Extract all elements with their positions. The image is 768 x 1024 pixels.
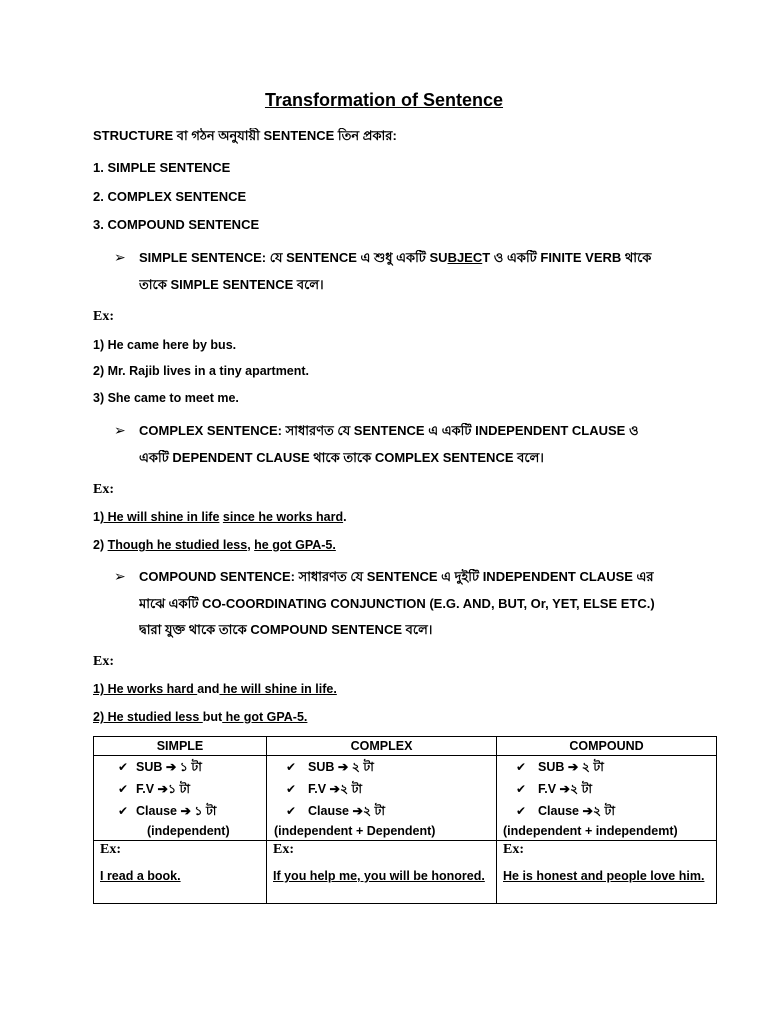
example-label: Ex: <box>273 842 294 857</box>
arrow-bullet-icon: ➢ <box>114 569 126 585</box>
checkmark-icon: ✔ <box>286 760 297 774</box>
clause-type: (independent) <box>147 824 230 838</box>
complex-definition-line-1: COMPLEX SENTENCE: সাধারণত যে SENTENCE এ একটি INDEPENDENT CLAUSE ও <box>139 423 639 438</box>
checkmark-icon: ✔ <box>516 760 527 774</box>
example-underlined-text: he will shine in life. <box>219 682 337 696</box>
list-item-text: Clause ➔ ১ টা <box>136 804 217 818</box>
table-example-sentence: He is honest and people love him. <box>503 869 705 883</box>
complex-definition-line-2: একটি DEPENDENT CLAUSE থাকে তাকে COMPLEX SENTENCE বলে। <box>139 450 544 465</box>
compound-definition-line-3: দ্বারা যুক্ত থাকে তাকে COMPOUND SENTENCE বলে। <box>139 622 433 637</box>
column-header-complex: COMPLEX <box>267 737 497 756</box>
list-item-text: Clause ➔২ টা <box>308 804 385 818</box>
table-cell-compound-example <box>497 841 717 904</box>
example-underlined-text: 1) He works hard <box>93 682 198 696</box>
example-label: Ex: <box>503 842 524 857</box>
compound-definition-line-1: COMPOUND SENTENCE: সাধারণত যে SENTENCE এ দুইটি INDEPENDENT CLAUSE এর <box>139 569 654 584</box>
document-title <box>0 89 768 111</box>
list-item <box>94 778 266 800</box>
example-underlined-text: he got GPA-5. <box>254 538 336 552</box>
example-underlined-text: he got GPA-5. <box>222 710 308 724</box>
simple-definition-text-end: T ও একটি FINITE VERB থাকে <box>482 250 652 265</box>
column-header-simple: SIMPLE <box>94 737 267 756</box>
compound-example-1 <box>93 681 733 697</box>
column-header-compound: COMPOUND <box>497 737 717 756</box>
table-example-sentence: If you help me, you will be honored. <box>273 869 485 883</box>
list-item-text: SUB ➔ ২ টা <box>308 760 374 774</box>
list-item-text: Clause ➔২ টা <box>538 804 615 818</box>
simple-definition-line-1 <box>139 250 739 266</box>
list-item <box>497 756 716 778</box>
sentence-comparison-table <box>93 736 717 904</box>
simple-definition-line-2: তাকে SIMPLE SENTENCE বলে। <box>139 277 324 292</box>
example-text: but <box>202 710 223 724</box>
clause-type: (independent + Dependent) <box>274 824 436 838</box>
table-cell-simple-example <box>94 841 267 904</box>
list-item <box>497 778 716 800</box>
subject-underlined-text: BJEC <box>447 250 483 265</box>
compound-definition-line-2: মাঝে একটি CO-COORDINATING CONJUNCTION (E.G. AND, BUT, Or, YET, ELSE ETC.) <box>139 596 655 611</box>
table-row <box>94 756 717 841</box>
list-item <box>497 800 716 822</box>
clause-type: (independent + independemt) <box>503 824 678 838</box>
example-text: 1 <box>93 510 100 524</box>
table-cell-complex-features <box>267 756 497 841</box>
simple-example-2: 2) Mr. Rajib lives in a tiny apartment. <box>93 364 310 378</box>
table-example-sentence: I read a book. <box>100 869 181 883</box>
example-text: and <box>197 682 220 696</box>
checkmark-icon: ✔ <box>118 760 129 774</box>
example-text: . <box>343 510 347 524</box>
type-simple: 1. SIMPLE SENTENCE <box>93 160 231 175</box>
list-item-text: F.V ➔২ টা <box>538 782 593 796</box>
complex-example-1 <box>93 509 733 525</box>
example-label: Ex: <box>93 482 114 497</box>
intro-text: STRUCTURE বা গঠন অনুযায়ী SENTENCE তিন প্রকার: <box>93 128 397 143</box>
example-label: Ex: <box>100 842 121 857</box>
example-label: Ex: <box>93 309 114 324</box>
list-item <box>267 778 496 800</box>
example-underlined-text: 2) He studied less <box>93 710 203 724</box>
list-item <box>94 756 266 778</box>
checkmark-icon: ✔ <box>516 804 527 818</box>
example-text: , <box>247 538 255 552</box>
list-item-text: F.V ➔১ টা <box>136 782 191 796</box>
checkmark-icon: ✔ <box>118 782 129 796</box>
simple-example-3: 3) She came to meet me. <box>93 391 239 405</box>
example-underlined-text: ) He will shine in life <box>99 510 220 524</box>
checkmark-icon: ✔ <box>118 804 129 818</box>
type-complex: 2. COMPLEX SENTENCE <box>93 189 247 204</box>
list-item <box>267 756 496 778</box>
complex-example-2 <box>93 537 733 553</box>
table-cell-complex-example <box>267 841 497 904</box>
list-item-text: SUB ➔ ১ টা <box>136 760 202 774</box>
list-item <box>94 800 266 822</box>
example-label: Ex: <box>93 654 114 669</box>
table-cell-compound-features <box>497 756 717 841</box>
table-cell-simple-features <box>94 756 267 841</box>
table-row <box>94 841 717 904</box>
table-header-row <box>94 737 717 756</box>
example-text: 2) <box>93 538 108 552</box>
checkmark-icon: ✔ <box>286 782 297 796</box>
arrow-bullet-icon: ➢ <box>114 250 126 266</box>
title-text: Transformation of Sentence <box>264 90 504 110</box>
list-item-text: F.V ➔২ টা <box>308 782 363 796</box>
list-item-text: SUB ➔ ২ টা <box>538 760 604 774</box>
example-underlined-text: since he works hard <box>222 510 344 524</box>
arrow-bullet-icon: ➢ <box>114 423 126 439</box>
checkmark-icon: ✔ <box>516 782 527 796</box>
simple-definition-text: SIMPLE SENTENCE: যে SENTENCE এ শুধু একটি SU <box>139 250 448 265</box>
list-item <box>267 800 496 822</box>
simple-example-1: 1) He came here by bus. <box>93 338 237 352</box>
compound-example-2 <box>93 709 733 725</box>
example-underlined-text: Though he studied less <box>107 538 248 552</box>
type-compound: 3. COMPOUND SENTENCE <box>93 217 260 232</box>
checkmark-icon: ✔ <box>286 804 297 818</box>
